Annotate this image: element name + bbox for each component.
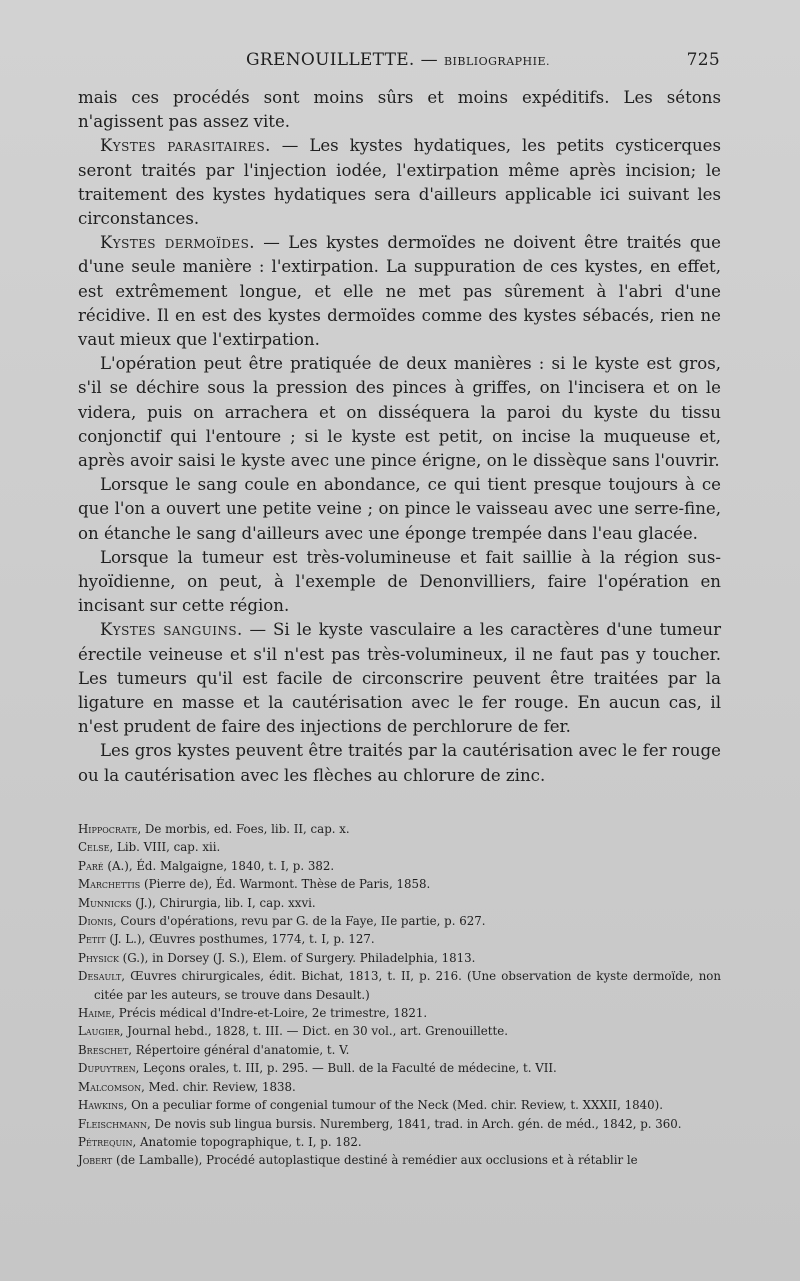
bibliography-entry [78,1022,721,1040]
paragraph-text: — Les kystes dermoïdes ne doivent être traités que d'une seule manière : l'extirpation. La suppuration de ces kystes, en effet, est extrêmement longue, et elle ne met pas sûrement à l'abri d'une récidive. Il en est des kystes dermoïdes comme des kystes sébacés, rien ne vaut mieux que l'extirpation. [78,233,721,350]
bibliography-reference: , Œuvres chirurgicales, édit. Bichat, 1813, t. II, p. 216. (Une observation de kyste dermoïde, non citée par les auteurs, se trouve dans Desault.) [94,969,721,1002]
bibliography-reference: (A.), Éd. Malgaigne, 1840, t. I, p. 382. [103,858,335,873]
bibliography-entry [78,912,721,930]
bibliography-entry [78,1078,721,1096]
bibliography-reference: (Pierre de), Éd. Warmont. Thèse de Paris, 1858. [140,877,431,892]
bibliography-author: Laugier [78,1024,120,1039]
section-lead: Kystes dermoïdes. [100,233,255,253]
bibliography-author: Marchettis [78,877,141,892]
bibliography-author: Dupuytren [78,1061,136,1076]
bibliography-author: Fleischmann [78,1116,148,1131]
bibliography-reference: , Cours d'opérations, revu par G. de la Faye, IIe partie, p. 627. [112,914,486,929]
paragraph-tumeur-volumineuse: Lorsque la tumeur est très-volumineuse et fait saillie à la région sus-hyoïdienne, on peut, à l'exemple de Denonvilliers, faire l'opération en incisant sur cette région. [78,547,721,616]
body-text [78,86,721,788]
bibliography-reference: (G.), in Dorsey (J. S.), Elem. of Surgery. Philadelphia, 1813. [118,950,476,965]
bibliography-entry [78,1133,721,1151]
bibliography-entry [78,1115,721,1133]
paragraph-kystes-sanguins [78,618,721,739]
bibliography-author: Hippocrate [78,822,138,836]
bibliography-entry [78,949,721,967]
bibliography-reference: , Leçons orales, t. III, p. 295. — Bull. de la Faculté de médecine, t. VII. [135,1061,557,1076]
bibliography-entry [78,820,721,838]
bibliography-author: Jobert [78,1153,113,1168]
paragraph-gros-kystes: Les gros kystes peuvent être traités par la cautérisation avec le fer rouge ou la cautérisation avec les flèches au chlorure de zinc. [78,741,721,785]
bibliography-entry [78,1096,721,1114]
bibliography-reference: , De morbis, ed. Foes, lib. II, cap. x. [137,822,350,836]
bibliography-author: Petit [78,932,106,947]
bibliography-author: Desault [78,969,122,984]
paragraph-kystes-parasitaires [78,134,721,231]
bibliography-entry [78,894,721,912]
bibliography-entry [78,1151,721,1169]
bibliography-author: Pétrequin [78,1134,133,1149]
bibliography-author: Haime [78,1006,112,1021]
bibliography-reference: , Med. chir. Review, 1838. [141,1079,296,1094]
bibliography-reference: , On a peculiar forme of congenial tumour of the Neck (Med. chir. Review, t. XXXII, 1840). [123,1098,663,1113]
paragraph-text: — Si le kyste vasculaire a les caractères d'une tumeur érectile veineuse et s'il n'est pas très-volumineux, il ne faut pas y toucher. Les tumeurs qu'il est facile de circonscrire peuvent être traitées par la ligature en masse et la cautérisation avec le fer rouge. En aucun cas, il n'est prudent de faire des injections de perchlorure de fer. [78,620,721,737]
paragraph-kystes-dermoides [78,231,721,352]
bibliography-entry [78,857,721,875]
header-separator: — [420,50,438,70]
header-subtitle: BIBLIOGRAPHIE. [443,55,551,68]
bibliography-reference: , Journal hebd., 1828, t. III. — Dict. en 30 vol., art. Grenouillette. [119,1024,508,1039]
bibliography-author: Dionis [78,914,113,929]
paragraph-continuation: mais ces procédés sont moins sûrs et moins expéditifs. Les sétons n'agissent pas assez vite. [78,88,721,132]
header-title: GRENOUILLETTE. [246,50,415,70]
bibliography-reference: , Lib. VIII, cap. xii. [109,840,221,855]
section-lead: Kystes parasitaires. [100,136,271,156]
bibliography-entry [78,930,721,948]
bibliography-reference: (J.), Chirurgia, lib. I, cap. xxvi. [131,895,316,910]
bibliography-entry [78,1004,721,1022]
bibliography-entry [78,838,721,856]
bibliography-entry [78,1041,721,1059]
paragraph-operation: L'opération peut être pratiquée de deux manières : si le kyste est gros, s'il se déchire sous la pression des pinces à griffes, on l'incisera et on le videra, puis on arrachera et on disséquera la paroi du kyste du tissu conjonctif qui l'entoure ; si le kyste est petit, on incise la muqueuse et, après avoir saisi le kyste avec une pince érigne, on le dissèque sans l'ouvrir. [78,354,721,471]
section-lead: Kystes sanguins. [100,620,243,640]
bibliography-reference: , Répertoire général d'anatomie, t. V. [128,1042,350,1057]
bibliography-reference: , Précis médical d'Indre-et-Loire, 2e trimestre, 1821. [111,1006,428,1021]
paragraph-text: — Les kystes hydatiques, les petits cysticerques seront traités par l'injection iodée, l'extirpation même après incision; le traitement des kystes hydatiques sera d'ailleurs applicable ici suivant les circonstances. [78,136,721,229]
bibliography-entry [78,1059,721,1077]
page-number: 725 [686,50,720,70]
bibliography-reference: , De novis sub lingua bursis. Nuremberg, 1841, trad. in Arch. gén. de méd., 1842, p. 360. [147,1116,682,1131]
bibliography-reference: (de Lamballe), Procédé autoplastique destiné à remédier aux occlusions et à rétablir le [112,1153,638,1168]
bibliography-author: Celse [78,840,110,855]
bibliography-author: Paré [78,858,104,873]
paragraph-sang: Lorsque le sang coule en abondance, ce qui tient presque toujours à ce que l'on a ouvert une petite veine ; on pince le vaisseau avec une serre-fine, on étanche le sang d'ailleurs avec une éponge trempée dans l'eau glacée. [78,475,721,543]
bibliography-reference: (J. L.), Œuvres posthumes, 1774, t. I, p. 127. [105,932,375,947]
bibliography-reference: , Anatomie topographique, t. I, p. 182. [132,1134,362,1149]
header-title-group [246,50,550,70]
bibliography-author: Munnicks [78,895,132,910]
bibliography-author: Physick [78,950,119,965]
bibliography-author: Breschet [78,1042,129,1057]
running-head [76,50,720,74]
bibliography-author: Malcomson [78,1079,142,1094]
bibliography-list [78,820,721,1170]
bibliography-entry [78,875,721,893]
bibliography-author: Hawkins [78,1098,124,1113]
bibliography-entry [78,967,721,1004]
